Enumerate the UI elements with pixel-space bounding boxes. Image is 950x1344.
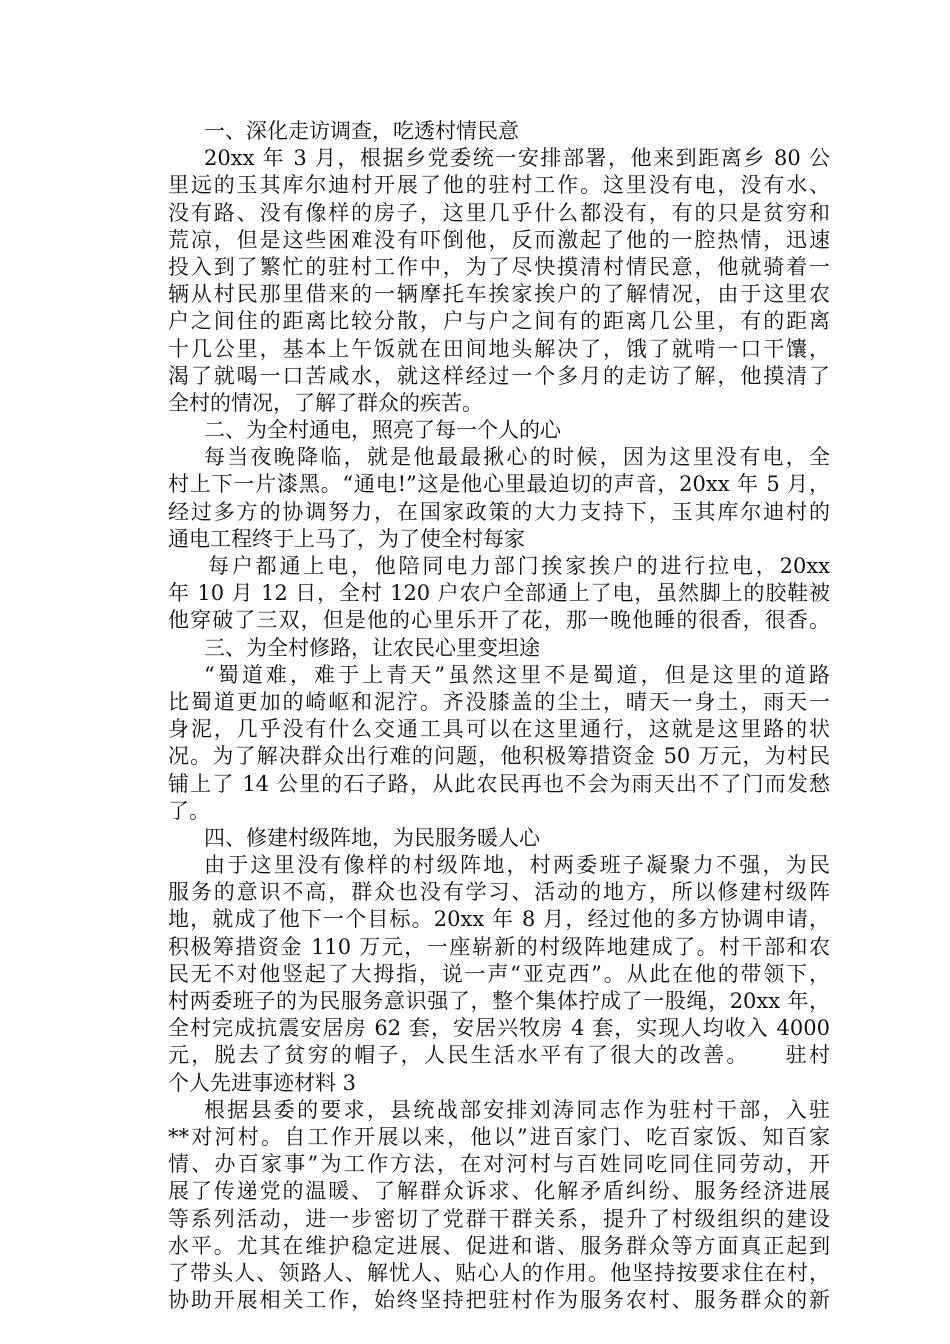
text-line: 四、修建村级阵地，为民服务暖人心 [204, 825, 540, 850]
text-line: “蜀道难，难于上青天”虽然这里不是蜀道，但是这里的道路 [204, 662, 830, 687]
text-line: 里远的玉其库尔迪村开展了他的驻村工作。这里没有电，没有水、 [168, 173, 830, 198]
text-line: 三、为全村修路，让农民心里变坦途 [204, 635, 540, 660]
text-line: 十几公里，基本上午饭就在田间地头解决了，饿了就啃一口干馕， [168, 336, 830, 361]
text-line: 地，就成了他下一个目标。20xx 年 8 月，经过他的多方协调申请， [168, 907, 830, 932]
text-line: 村两委班子的为民服务意识强了，整个集体拧成了一股绳，20xx 年， [168, 989, 830, 1013]
text-line: 等系列活动，进一步密切了党群干群关系，提升了村级组织的建设 [168, 1206, 830, 1231]
text-line: 经过多方的协调努力，在国家政策的大力支持下，玉其库尔迪村的 [168, 499, 830, 524]
text-line: 每当夜晚降临，就是他最最揪心的时候，因为这里没有电，全 [204, 445, 830, 470]
text-line: **对河村。自工作开展以来，他以”进百家门、吃百家饭、知百家 [168, 1124, 830, 1149]
text-line: 个人先进事迹材料 3 [168, 1070, 357, 1095]
text-line: 况。为了解决群众出行难的问题，他积极筹措资金 50 万元，为村民 [168, 744, 830, 769]
text-line: 二、为全村通电，照亮了每一个人的心 [204, 418, 561, 443]
text-line: 服务的意识不高，群众也没有学习、活动的地方，所以修建村级阵 [168, 880, 830, 905]
text-line: 了。 [168, 798, 210, 823]
text-line: 元，脱去了贫穷的帽子，人民生活水平有了很大的改善。 驻村 [168, 1043, 830, 1068]
text-line: 情、办百家事”为工作方法，在对河村与百姓同吃同住同劳动，开 [168, 1152, 830, 1177]
text-line: 了带头人、领路人、解忧人、贴心人的作用。他坚持按要求住在村， [168, 1260, 830, 1285]
text-line: 一、深化走访调查，吃透村情民意 [204, 119, 519, 143]
text-line: 积极筹措资金 110 万元，一座崭新的村级阵地建成了。村干部和农 [168, 934, 830, 959]
text-line: 由于这里没有像样的村级阵地，村两委班子凝聚力不强，为民 [204, 853, 830, 878]
text-line: 身泥，几乎没有什么交通工具可以在这里通行，这就是这里路的状 [168, 717, 830, 742]
text-line: 展了传递党的温暖、了解群众诉求、化解矛盾纠纷、服务经济进展 [168, 1179, 830, 1204]
document-page [168, 118, 830, 1314]
text-line: 每户都通上电，他陪同电力部门挨家挨户的进行拉电，20xx [208, 554, 830, 578]
text-line: 投入到了繁忙的驻村工作中，为了尽快摸清村情民意，他就骑着一 [168, 254, 830, 279]
text-line: 全村完成抗震安居房 62 套，安居兴牧房 4 套，实现人均收入 4000 [168, 1016, 830, 1041]
text-line: 20xx 年 3 月，根据乡党委统一安排部署，他来到距离乡 80 公 [204, 146, 830, 171]
text-line: 根据县委的要求，县统战部安排刘涛同志作为驻村干部，入驻 [204, 1097, 830, 1122]
text-line: 荒凉，但是这些困难没有吓倒他，反而激起了他的一腔热情，迅速 [168, 227, 830, 252]
text-line: 年 10 月 12 日，全村 120 户农户全部通上了电，虽然脚上的胶鞋被 [168, 581, 830, 606]
text-line: 户之间住的距离比较分散，户与户之间有的距离几公里，有的距离 [168, 309, 830, 334]
text-line: 他穿破了三双，但是他的心里乐开了花，那一晚他睡的很香，很香。 [168, 608, 830, 633]
text-line: 铺上了 14 公里的石子路，从此农民再也不会为雨天出不了门而发愁 [168, 771, 830, 796]
text-line: 水平。尤其在维护稳定进展、促进和谐、服务群众等方面真正起到 [168, 1233, 830, 1258]
text-line: 村上下一片漆黑。“通电!”这是他心里最迫切的声音，20xx 年 5 月， [168, 472, 830, 497]
text-line: 渴了就喝一口苦咸水，就这样经过一个多月的走访了解，他摸清了 [168, 363, 830, 388]
text-line: 没有路、没有像样的房子，这里几乎什么都没有，有的只是贫穷和 [168, 200, 830, 225]
text-line: 通电工程终于上马了，为了使全村每家 [168, 526, 525, 551]
text-line: 民无不对他竖起了大拇指，说一声“亚克西”。从此在他的带领下， [168, 961, 830, 986]
text-line: 协助开展相关工作，始终坚持把驻村作为服务农村、服务群众的新 [168, 1288, 830, 1313]
text-line: 比蜀道更加的崎岖和泥泞。齐没膝盖的尘土，晴天一身土，雨天一 [168, 689, 830, 714]
text-line: 全村的情况，了解了群众的疾苦。 [168, 390, 483, 415]
text-line: 辆从村民那里借来的一辆摩托车挨家挨户的了解情况，由于这里农 [168, 282, 830, 307]
